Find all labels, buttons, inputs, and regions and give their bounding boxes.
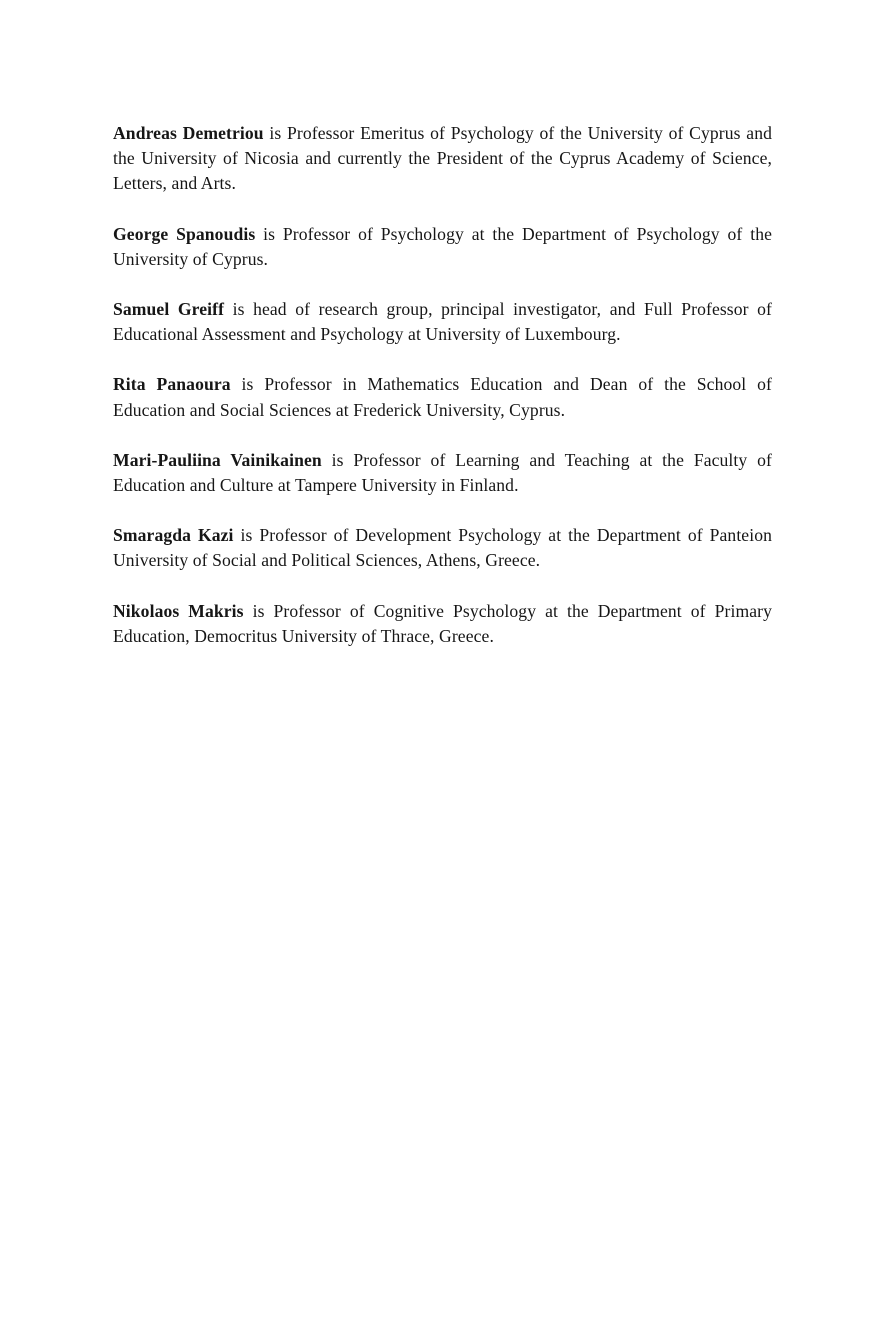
- contributor-bio-text: is Professor of Psychology at the Department of Psychology of the University of Cyprus.: [113, 223, 772, 269]
- contributor-bio-text: is head of research group, principal investigator, and Full Professor of Educational Assessment and Psychology at University of Luxembourg.: [113, 299, 772, 345]
- contributor-name: Rita Panaoura: [113, 374, 231, 395]
- contributor-bio-paragraph: [113, 372, 772, 422]
- contributor-bio-paragraph: [113, 222, 772, 272]
- contributor-bio-paragraph: [113, 297, 772, 347]
- contributor-bio-text: is Professor in Mathematics Education and Dean of the School of Education and Social Sciences at Frederick University, Cyprus.: [113, 374, 773, 420]
- contributor-bio-text: is Professor Emeritus of Psychology of the University of Cyprus and the University of Nicosia and currently the President of the Cyprus Academy of Science, Letters, and Arts.: [113, 123, 772, 194]
- contributor-bio-paragraph: [113, 448, 772, 498]
- contributor-name: Samuel Greiff: [113, 299, 225, 320]
- contributor-name: Andreas Demetriou: [113, 123, 264, 143]
- contributors-section: [113, 121, 772, 649]
- contributor-bio-text: is Professor of Development Psychology at the Department of Panteion University of Social and Political Sciences, Athens, Greece.: [113, 525, 772, 571]
- contributor-name: George Spanoudis: [113, 223, 256, 244]
- contributor-bio-text: is Professor of Learning and Teaching at the Faculty of Education and Culture at Tampere University in Finland.: [113, 449, 772, 496]
- contributor-name: Mari-Pauliina Vainikainen: [113, 449, 322, 470]
- contributor-bio-text: is Professor of Cognitive Psychology at the Department of Primary Education, Democritus University of Thrace, Greece.: [113, 600, 772, 646]
- contributor-name: Smaragda Kazi: [113, 525, 234, 546]
- contributor-bio-paragraph: [113, 523, 772, 573]
- contributor-bio-paragraph: [113, 121, 772, 197]
- contributor-bio-paragraph: [113, 599, 772, 649]
- contributor-name: Nikolaos Makris: [113, 600, 244, 621]
